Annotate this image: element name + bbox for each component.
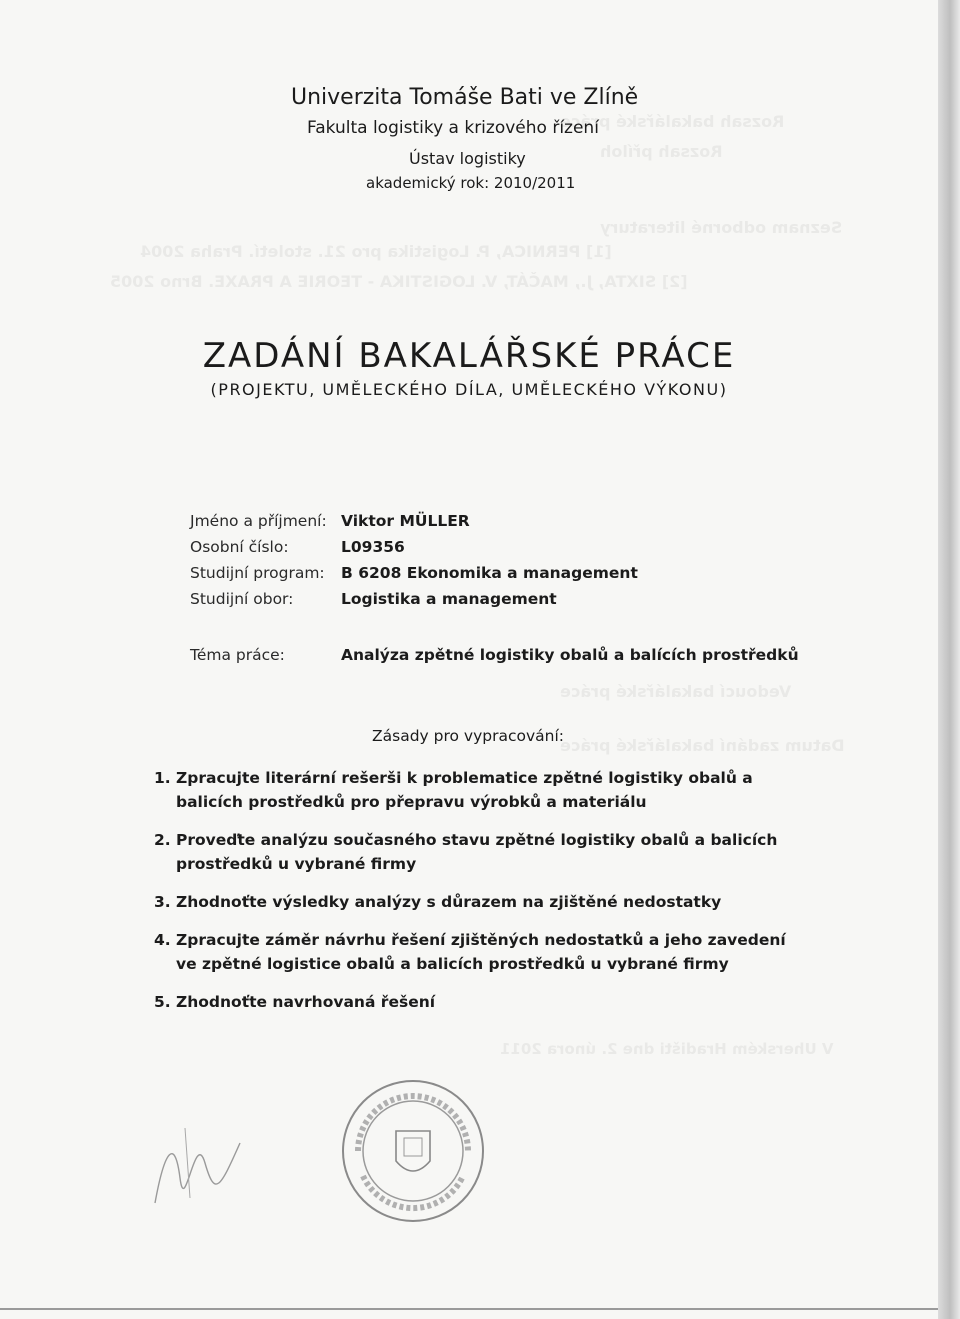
task-text: Zhodnoťte výsledky analýzy s důrazem na zjištěné nedostatky	[176, 893, 722, 911]
id-label: Osobní číslo:	[190, 538, 289, 556]
academic-year: akademický rok: 2010/2011	[366, 174, 576, 192]
topic-label: Téma práce:	[190, 646, 285, 664]
document-title: ZADÁNÍ BAKALÁŘSKÉ PRÁCE	[202, 336, 736, 376]
scan-bottom-edge	[0, 1308, 938, 1310]
bleed-through-line: Seznam odborné literatury	[600, 218, 843, 237]
field-label: Studijní obor:	[190, 590, 294, 608]
list-item	[154, 828, 814, 876]
bleed-through-line: Rozsah bakalářské práce	[560, 112, 785, 131]
principles-heading: Zásady pro vypracování:	[372, 727, 564, 745]
task-text: Proveďte analýzu současného stavu zpětné logistiky obalů a balicích prostředků u vybrané firmy	[176, 831, 778, 873]
task-text: Zpracujte záměr návrhu řešení zjištěných nedostatků a jeho zavedení ve zpětné logistice obalů a balicích prostředků u vybrané firmy	[176, 931, 786, 973]
bleed-through-line: Datum zadání bakalářské práce	[560, 736, 845, 755]
signature-icon	[145, 1108, 255, 1218]
task-number: 3.	[154, 893, 171, 911]
task-number: 4.	[154, 931, 171, 949]
list-item	[154, 990, 814, 1014]
faculty-name: Fakulta logistiky a krizového řízení	[307, 118, 599, 138]
thesis-topic: Analýza zpětné logistiky obalů a balících prostředků	[341, 646, 799, 664]
list-item	[154, 766, 814, 814]
scan-edge	[938, 0, 960, 1319]
study-program: B 6208 Ekonomika a management	[341, 564, 638, 582]
task-list	[154, 766, 814, 1028]
list-item	[154, 890, 814, 914]
task-text: Zpracujte literární rešerši k problematice zpětné logistiky obalů a balicích prostředků pro přepravu výrobků a materiálu	[176, 769, 753, 811]
program-label: Studijní program:	[190, 564, 325, 582]
bleed-through-line: Vedoucí bakalářské práce	[560, 682, 792, 701]
list-item	[154, 928, 814, 976]
task-number: 1.	[154, 769, 171, 787]
bleed-through-line: [2] SIXTA, J., MAČÁT, V. LOGISTIKA - TEORIE A PRAXE. Brno 2005	[110, 272, 688, 291]
stamp-icon	[338, 1076, 488, 1226]
student-id: L09356	[341, 538, 405, 556]
task-text: Zhodnoťte navrhovaná řešení	[176, 993, 436, 1011]
university-name: Univerzita Tomáše Bati ve Zlíně	[291, 85, 639, 110]
bleed-through-line: [1] PERNICA, P. Logistika pro 21. století. Praha 2004	[140, 242, 612, 261]
task-number: 5.	[154, 993, 171, 1011]
student-name: Viktor MÜLLER	[341, 512, 470, 530]
institute-name: Ústav logistiky	[409, 149, 526, 168]
name-label: Jméno a příjmení:	[190, 512, 327, 530]
bleed-through-line: V Uherském Hradišti dne 2. února 2011	[500, 1040, 834, 1058]
study-field: Logistika a management	[341, 590, 557, 608]
document-subtitle: (PROJEKTU, UMĚLECKÉHO DÍLA, UMĚLECKÉHO VÝKONU)	[210, 380, 728, 399]
task-number: 2.	[154, 831, 171, 849]
bleed-through-line: Rozsah příloh	[600, 142, 723, 161]
